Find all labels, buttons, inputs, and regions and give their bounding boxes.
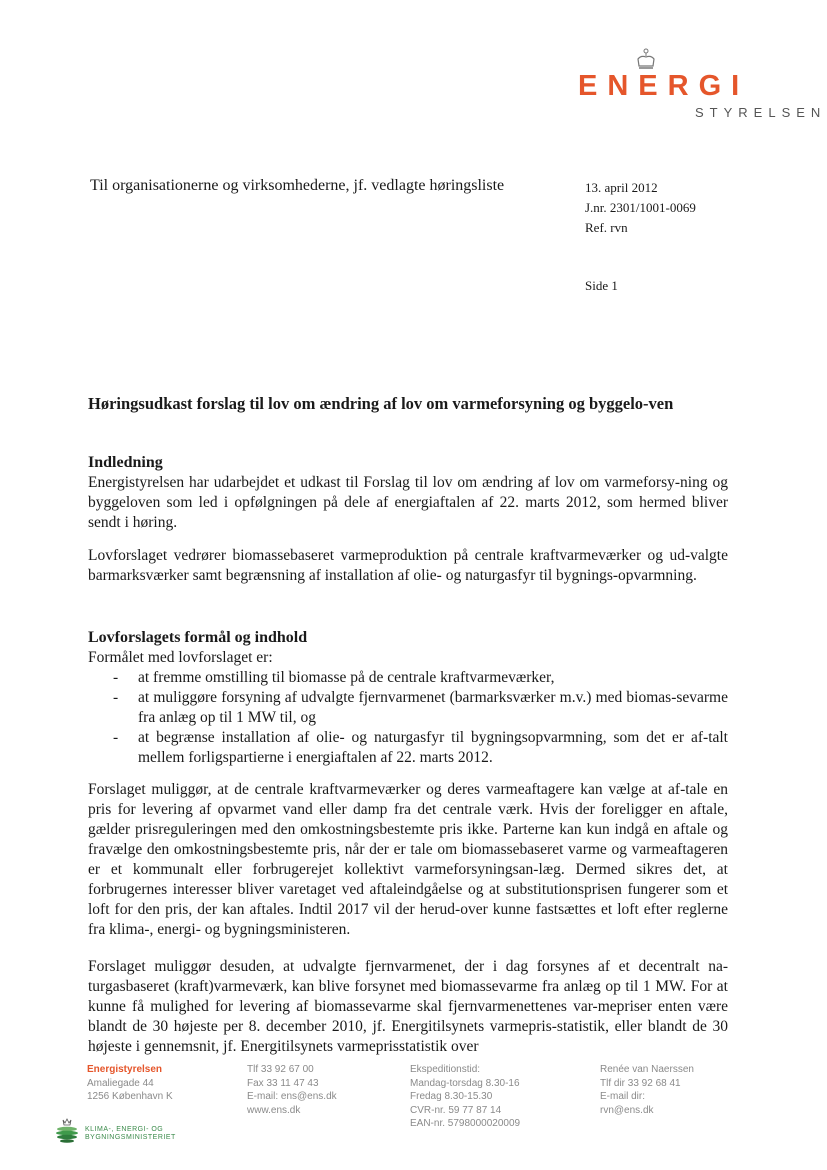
- ministry-logo: [55, 1108, 215, 1148]
- ministry-name: KLIMA-, ENERGI- OG BYGNINGSMINISTERIET: [85, 1126, 176, 1141]
- document-title: Høringsudkast forslag til lov om ændring af lov om varmeforsyning og byggelo-ven: [88, 394, 674, 413]
- footer-caseworker-phone: Tlf dir 33 92 68 41: [600, 1077, 681, 1089]
- intro-paragraph-2-block: [88, 546, 728, 586]
- logo-wordmark: ENERGI: [578, 70, 750, 102]
- footer-caseworker-name: Renée van Naerssen: [600, 1064, 694, 1075]
- intro-paragraph-1: Energistyrelsen har udarbejdet et udkast til Forslag til lov om ændring af lov om varmeforsy-ning og byggeloven som led i opfølgningen på dele af energiaftalen af 22. marts 2012, som hermed bliver sendt i høring.: [88, 474, 728, 531]
- footer-hours-mon-thu: Mandag-torsdag 8.30-16: [410, 1077, 520, 1089]
- reference: Ref. rvn: [585, 220, 628, 235]
- footer-caseworker-email[interactable]: rvn@ens.dk: [600, 1104, 654, 1116]
- footer-caseworker: [600, 1063, 694, 1117]
- footer-street: Amaliegade 44: [87, 1077, 154, 1089]
- intro-section: [88, 453, 728, 533]
- purpose-heading: Lovforslagets formål og indhold: [88, 629, 308, 646]
- footer-fax: Fax 33 11 47 43: [247, 1077, 319, 1089]
- intro-heading: Indledning: [88, 454, 163, 471]
- date: 13. april 2012: [585, 180, 658, 195]
- journal-number: J.nr. 2301/1001-0069: [585, 200, 696, 215]
- footer-contact: [247, 1063, 337, 1117]
- footer-org-name: Energistyrelsen: [87, 1064, 163, 1075]
- intro-paragraph-2: Lovforslaget vedrører biomassebaseret varmeproduktion på centrale kraftvarmeværker og ud-valgte barmarksværker samt begrænsning af installation af olie- og naturgasfyr til bygnings-opvarmning.: [88, 547, 728, 584]
- logo-subtitle: STYRELSEN: [695, 105, 827, 120]
- list-item: - at muliggøre forsyning af udvalgte fjernvarmenet (barmarksværker m.v.) med biomas-sevarme fra anlæg op til 1 MW til, og: [113, 689, 728, 726]
- footer-hours-label: Ekspeditionstid:: [410, 1064, 481, 1075]
- footer-caseworker-email-label: E-mail dir:: [600, 1091, 646, 1102]
- document-meta: [585, 178, 696, 238]
- purpose-section: [88, 628, 728, 768]
- footer-hours: [410, 1063, 520, 1131]
- paragraph-4-block: [88, 957, 728, 1057]
- paragraph-3: Forslaget muliggør, at de centrale kraftvarmeværker og deres varmeaftagere kan vælge at af-tale en pris for levering af opvarmet vand eller damp fra det centrale værk. Hvis der foreligger en aftale, gælder prisreguleringen med den omkostningsbestemte pris ikke. Parterne kan kun indgå en aftale og fravælge den omkostningsbestemte pris, når der er tale om biomassebaseret varme og varmeaftageren er et kommunalt eller forbrugerejet kollektivt varmeforsyningsan-læg. Dermed sikres det, at forbrugernes interesser bliver varetaget ved aftaleindgåelse og at substitutionsprisen fungerer som et loft for den pris, der kan aftales. Indtil 2017 vil der herud-over kunne fastsættes et loft efter reglerne fra klima-, energi- og bygningsministeren.: [88, 781, 728, 938]
- list-item: - at begrænse installation af olie- og naturgasfyr til bygningsopvarmning, som det er af-talt mellem forligspartierne i energiaftalen af 22. marts 2012.: [113, 729, 728, 766]
- list-item: - at fremme omstilling til biomasse på de centrale kraftvarmeværker,: [113, 669, 555, 686]
- purpose-intro: Formålet med lovforslaget er:: [88, 649, 273, 666]
- recipient-line: Til organisationerne og virksomhederne, jf. vedlagte høringsliste: [90, 177, 505, 194]
- footer-phone: Tlf 33 92 67 00: [247, 1064, 314, 1075]
- paragraph-3-block: [88, 780, 728, 940]
- footer-ean: EAN-nr. 5798000020009: [410, 1118, 521, 1129]
- ministry-globe-icon: [55, 1118, 79, 1144]
- footer-email[interactable]: E-mail: ens@ens.dk: [247, 1091, 337, 1102]
- crown-icon: [635, 48, 657, 72]
- footer-cvr: CVR-nr. 59 77 87 14: [410, 1104, 502, 1116]
- energistyrelsen-logo: [575, 48, 825, 128]
- paragraph-4: Forslaget muliggør desuden, at udvalgte fjernvarmenet, der i dag forsynes af et decentralt na-turgasbaseret (kraft)varmeværk, kan blive forsynet med biomassevarme fra anlæg op til 1 MW. For at kunne få mulighed for levering af biomassevarme skal fjernvarmenettenes var-mepriser enten være blandt de 30 højeste per 8. december 2010, jf. Energitilsynets varmepris-statistik, eller blandt de 30 højeste i gennemsnit, jf. Energitilsynets varmeprisstatistik over: [88, 958, 728, 1055]
- purpose-list: [88, 668, 728, 768]
- document-title-block: [88, 393, 728, 414]
- footer-address: [87, 1063, 173, 1104]
- footer-hours-fri: Fredag 8.30-15.30: [410, 1091, 493, 1102]
- footer-website[interactable]: www.ens.dk: [247, 1104, 301, 1116]
- footer-city: 1256 København K: [87, 1091, 173, 1102]
- page-number: Side 1: [585, 278, 618, 293]
